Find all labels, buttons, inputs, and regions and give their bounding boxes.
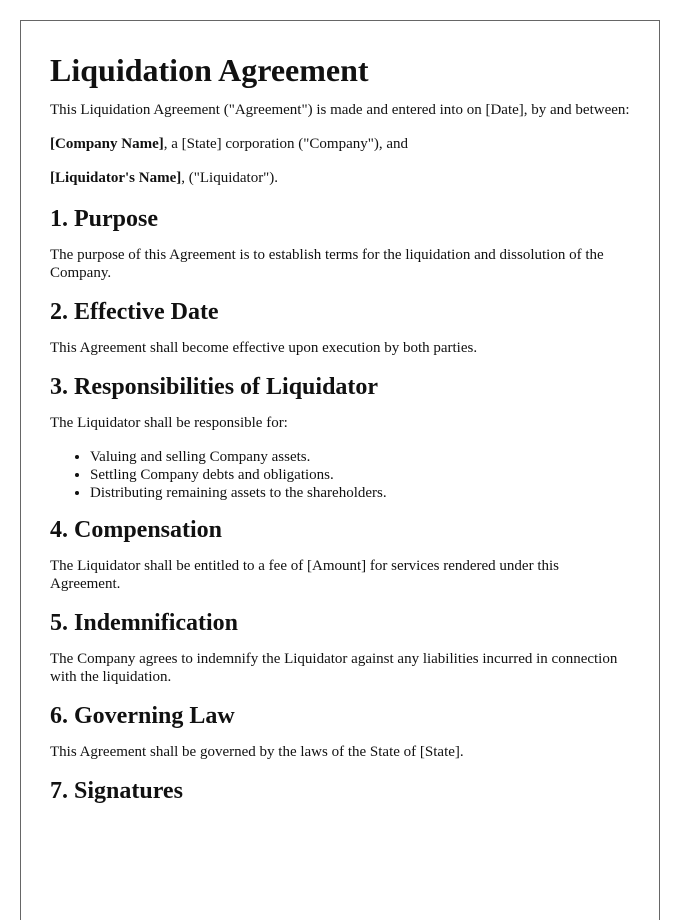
section-heading: 1. Purpose — [50, 206, 158, 232]
list-item: • Distributing remaining assets to the shareholders. — [90, 484, 630, 502]
section-heading: 7. Signatures — [50, 778, 183, 804]
section-indemnification — [50, 609, 630, 686]
section-heading: 2. Effective Date — [50, 299, 219, 325]
section-heading: 4. Compensation — [50, 517, 223, 543]
section-heading: 3. Responsibilities of Liquidator — [50, 374, 379, 400]
list-item: • Valuing and selling Company assets. — [90, 448, 630, 466]
list-item: • Settling Company debts and obligations. — [90, 466, 630, 484]
section-effective-date — [50, 298, 630, 357]
section-purpose — [50, 205, 630, 282]
section-text: The purpose of this Agreement is to establish terms for the liquidation and dissolution of the Company. — [50, 247, 604, 281]
document-content — [50, 51, 630, 818]
party-company-name: [Company Name] — [50, 136, 164, 152]
party-liquidator-desc: , ("Liquidator"). — [181, 170, 279, 186]
section-governing-law — [50, 702, 630, 761]
section-heading: 6. Governing Law — [50, 703, 235, 729]
party-company-desc: , a [State] corporation ("Company"), and — [163, 136, 409, 152]
section-text: The Liquidator shall be responsible for: — [50, 415, 288, 431]
section-signatures — [50, 777, 630, 805]
document-page — [20, 20, 660, 920]
section-heading: 5. Indemnification — [50, 610, 239, 636]
section-text: This Agreement shall be governed by the laws of the State of [State]. — [50, 744, 464, 760]
section-text: The Liquidator shall be entitled to a fee of [Amount] for services rendered under this Agreement. — [50, 558, 559, 592]
document-title: Liquidation Agreement — [50, 52, 369, 88]
intro-paragraph: This Liquidation Agreement ("Agreement") is made and entered into on [Date], by and between: — [50, 102, 630, 118]
party-company — [50, 135, 630, 153]
party-liquidator — [50, 169, 630, 187]
section-text: The Company agrees to indemnify the Liquidator against any liabilities incurred in connection with the liquidation. — [50, 651, 618, 685]
section-compensation — [50, 516, 630, 593]
section-responsibilities — [50, 373, 630, 502]
party-liquidator-name: [Liquidator's Name] — [50, 170, 182, 186]
responsibilities-list — [50, 448, 630, 502]
section-text: This Agreement shall become effective upon execution by both parties. — [50, 340, 478, 356]
